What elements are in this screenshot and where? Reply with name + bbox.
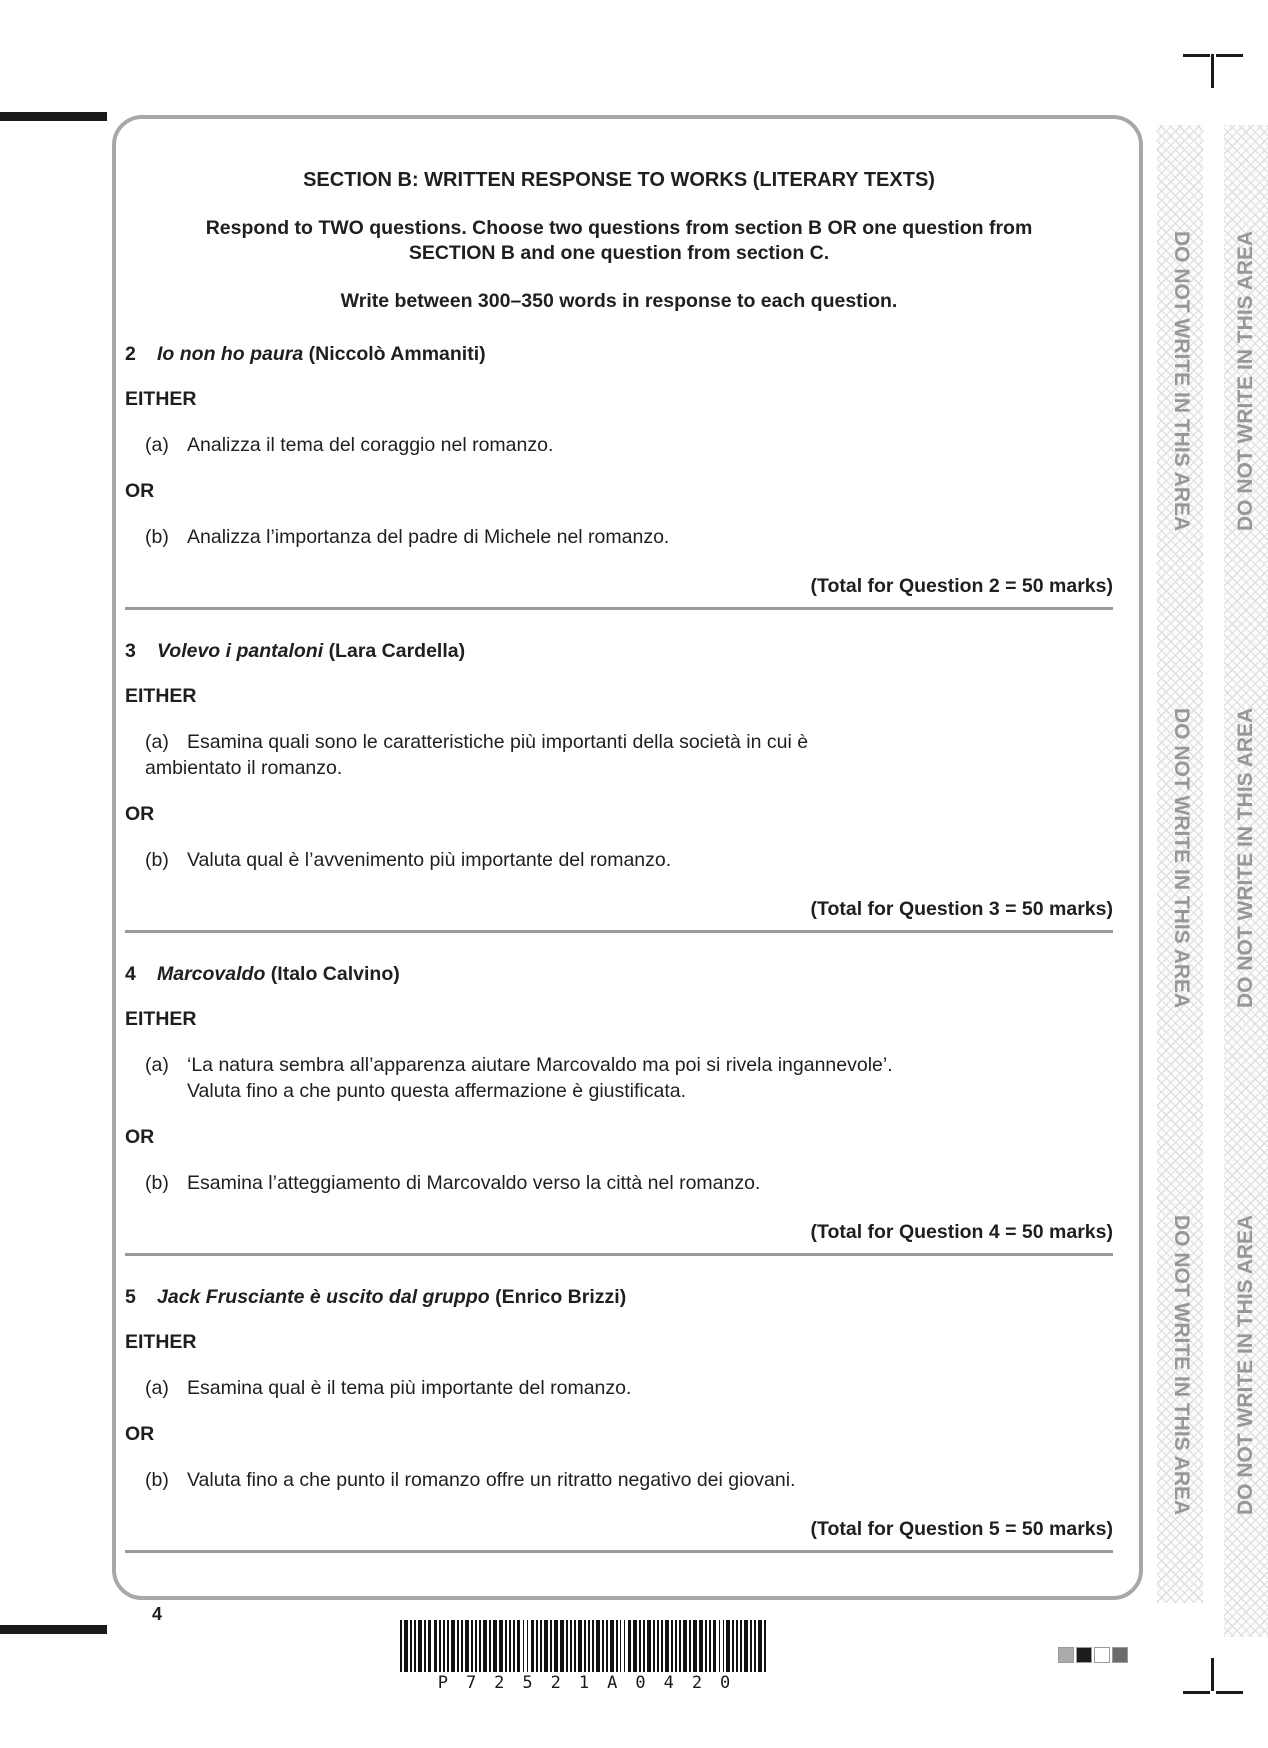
barcode-bars [395,1620,773,1672]
question-block [125,963,1113,1256]
barcode [395,1620,773,1693]
do-not-write-warning: DO NOT WRITE IN THIS AREA [1170,707,1193,1009]
word-limit-instruction: Write between 300–350 words in response to each question. [340,290,898,312]
or-label: OR [125,803,155,825]
do-not-write-warning: DO NOT WRITE IN THIS AREA [1170,1214,1193,1516]
barcode-text: P72521A0420 [437,1673,749,1693]
option-b [125,524,1113,550]
option-b-label: (b) [145,526,169,548]
trim-bar-bottom-left [0,1625,107,1634]
question-author: (Italo Calvino) [270,963,400,985]
option-a-label: (a) [145,434,169,456]
option-a-label: (a) [145,731,169,753]
question-number: 3 [125,640,136,662]
instructions-line-1: Respond to TWO questions. Choose two questions from section B OR one question from [205,217,1033,239]
option-a-text: Esamina quali sono le caratteristiche più importanti della società in cui è [187,731,809,753]
option-b-label: (b) [145,849,169,871]
either-label: EITHER [125,685,197,707]
do-not-write-strip-inner [1157,125,1203,1603]
option-b-text: Esamina l’atteggiamento di Marcovaldo verso la città nel romanzo. [187,1172,761,1194]
option-a [125,432,1113,458]
option-a [125,1375,1113,1401]
question-paper-frame [112,115,1143,1600]
option-b [125,1467,1113,1493]
do-not-write-strip-outer [1224,125,1268,1637]
either-label: EITHER [125,388,197,410]
or-label: OR [125,1423,155,1445]
print-color-patch [1058,1647,1074,1663]
option-a-text-continued: Valuta fino a che punto questa affermazione è giustificata. [187,1080,687,1102]
option-a-text-continued: ambientato il romanzo. [145,757,343,779]
question-total-marks: (Total for Question 5 = 50 marks) [810,1518,1113,1540]
trim-bar-top-left [0,112,107,121]
question-total-marks: (Total for Question 4 = 50 marks) [810,1221,1113,1243]
option-a-label: (a) [145,1377,169,1399]
option-a-text: ‘La natura sembra all’apparenza aiutare Marcovaldo ma poi si rivela ingannevole’. [187,1054,893,1076]
questions-list [125,343,1113,1553]
either-label: EITHER [125,1331,197,1353]
option-b [125,847,1113,873]
question-title: Marcovaldo [157,963,266,985]
question-divider-rule [125,1253,1113,1256]
question-divider-rule [125,607,1113,610]
or-label: OR [125,480,155,502]
print-color-patch [1094,1647,1110,1663]
option-a [125,1052,1113,1104]
section-title: SECTION B: WRITTEN RESPONSE TO WORKS (LITERARY TEXTS) [303,169,935,191]
question-block [125,1286,1113,1553]
question-number: 5 [125,1286,136,1308]
do-not-write-warning: DO NOT WRITE IN THIS AREA [1234,1214,1257,1516]
section-instructions [125,216,1113,266]
question-author: (Enrico Brizzi) [495,1286,627,1308]
print-color-patches [1058,1647,1128,1663]
option-a-text: Analizza il tema del coraggio nel romanzo. [187,434,554,456]
question-author: (Niccolò Ammaniti) [308,343,486,365]
option-b-text: Valuta fino a che punto il romanzo offre un ritratto negativo dei giovani. [187,1469,796,1491]
print-color-patch [1076,1647,1092,1663]
option-b-label: (b) [145,1172,169,1194]
question-block [125,343,1113,610]
option-b-text: Valuta qual è l’avvenimento più importante del romanzo. [187,849,672,871]
question-total-marks: (Total for Question 3 = 50 marks) [810,898,1113,920]
question-title: Volevo i pantaloni [157,640,324,662]
page-number: 4 [152,1604,163,1624]
question-total-marks: (Total for Question 2 = 50 marks) [810,575,1113,597]
question-divider-rule [125,1550,1113,1553]
question-block [125,640,1113,933]
or-label: OR [125,1126,155,1148]
option-b-text: Analizza l’importanza del padre di Michele nel romanzo. [187,526,670,548]
question-heading [125,963,1113,986]
option-a-label: (a) [145,1054,169,1076]
question-divider-rule [125,930,1113,933]
option-a [125,729,1113,781]
print-color-patch [1112,1647,1128,1663]
instructions-line-2: SECTION B and one question from section C. [408,242,830,264]
do-not-write-warning: DO NOT WRITE IN THIS AREA [1234,230,1257,532]
question-title: Jack Frusciante è uscito dal gruppo [157,1286,490,1308]
do-not-write-warning: DO NOT WRITE IN THIS AREA [1234,707,1257,1009]
question-heading [125,343,1113,366]
option-b [125,1170,1113,1196]
either-label: EITHER [125,1008,197,1030]
question-heading [125,640,1113,663]
question-number: 4 [125,963,136,985]
option-a-text: Esamina qual è il tema più importante del romanzo. [187,1377,632,1399]
do-not-write-warning: DO NOT WRITE IN THIS AREA [1170,230,1193,532]
question-number: 2 [125,343,136,365]
question-heading [125,1286,1113,1309]
question-title: Io non ho paura [157,343,304,365]
option-b-label: (b) [145,1469,169,1491]
question-author: (Lara Cardella) [328,640,466,662]
